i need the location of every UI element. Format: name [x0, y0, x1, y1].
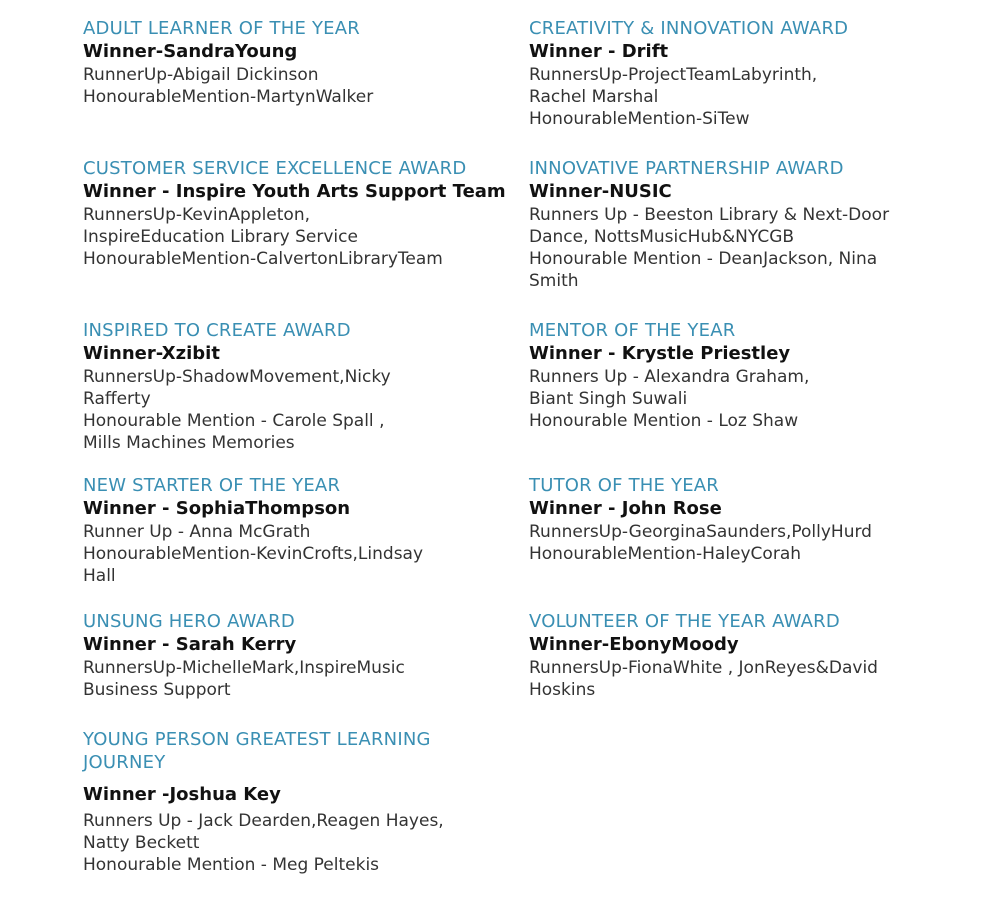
honourable-mention-text: HonourableMention-KevinCrofts,Lindsay [83, 544, 424, 564]
runner-up-text: Business Support [83, 680, 231, 700]
award-creativity-innovation [529, 17, 848, 130]
runner-up-text: InspireEducation Library Service [83, 227, 358, 247]
award-tutor [529, 474, 872, 565]
runner-up-text: RunnersUp-ShadowMovement,Nicky [83, 367, 391, 387]
honourable-mention-text: Honourable Mention - Carole Spall , [83, 411, 385, 431]
honourable-mention-text: Smith [529, 271, 579, 291]
honourable-mention-text: Honourable Mention - Meg Peltekis [83, 855, 380, 875]
honourable-mention-text: Mills Machines Memories [83, 433, 295, 453]
winner-text: Winner - Inspire Youth Arts Support Team [83, 181, 506, 202]
runner-up-text: Runner Up - Anna McGrath [83, 522, 311, 542]
award-title: YOUNG PERSON GREATEST LEARNING [83, 729, 431, 750]
award-young-person [83, 728, 444, 876]
runner-up-text: Runners Up - Jack Dearden,Reagen Hayes, [83, 811, 444, 831]
award-title: CUSTOMER SERVICE EXCELLENCE AWARD [83, 158, 467, 179]
runner-up-text: Biant Singh Suwali [529, 389, 688, 409]
runner-up-text: RunnersUp-MichelleMark,InspireMusic [83, 658, 405, 678]
honourable-mention-text: HonourableMention-SiTew [529, 109, 750, 129]
runner-up-text: Runners Up - Beeston Library & Next-Door [529, 205, 890, 225]
runner-up-text: RunnersUp-ProjectTeamLabyrinth, [529, 65, 818, 85]
award-customer-service [83, 157, 506, 270]
award-new-starter [83, 474, 423, 587]
runner-up-text: RunnersUp-GeorginaSaunders,PollyHurd [529, 522, 872, 542]
award-title: CREATIVITY & INNOVATION AWARD [529, 18, 849, 39]
award-title: JOURNEY [83, 752, 166, 773]
runner-up-text: RunnerUp-Abigail Dickinson [83, 65, 319, 85]
winner-text: Winner-EbonyMoody [529, 634, 739, 655]
honourable-mention-text: Honourable Mention - DeanJackson, Nina [529, 249, 878, 269]
award-title: MENTOR OF THE YEAR [529, 320, 736, 341]
award-title: INSPIRED TO CREATE AWARD [83, 320, 351, 341]
honourable-mention-text: HonourableMention-CalvertonLibraryTeam [83, 249, 443, 269]
honourable-mention-text: Honourable Mention - Loz Shaw [529, 411, 799, 431]
winner-text: Winner -Joshua Key [83, 784, 281, 805]
winner-text: Winner - SophiaThompson [83, 498, 351, 519]
winner-text: Winner-SandraYoung [83, 41, 298, 62]
winner-text: Winner - Sarah Kerry [83, 634, 297, 655]
award-title: VOLUNTEER OF THE YEAR AWARD [529, 611, 840, 632]
winner-text: Winner - John Rose [529, 498, 722, 519]
honourable-mention-text: HonourableMention-MartynWalker [83, 87, 374, 107]
runner-up-text: Hoskins [529, 680, 596, 700]
award-mentor [529, 319, 809, 432]
runner-up-text: RunnersUp-KevinAppleton, [83, 205, 311, 225]
award-volunteer [529, 610, 878, 701]
award-title: UNSUNG HERO AWARD [83, 611, 295, 632]
winner-text: Winner-NUSIC [529, 181, 672, 202]
winner-text: Winner - Drift [529, 41, 669, 62]
honourable-mention-text: Hall [83, 566, 116, 586]
winner-text: Winner - Krystle Priestley [529, 343, 791, 364]
award-title: INNOVATIVE PARTNERSHIP AWARD [529, 158, 844, 179]
runner-up-text: Rafferty [83, 389, 151, 409]
winner-text: Winner-Xzibit [83, 343, 220, 364]
runner-up-text: Natty Beckett [83, 833, 200, 853]
runner-up-text: Runners Up - Alexandra Graham, [529, 367, 810, 387]
award-inspired-to-create [83, 319, 391, 454]
award-adult-learner [83, 17, 373, 108]
award-innovative-partnership [529, 157, 889, 292]
award-title: ADULT LEARNER OF THE YEAR [83, 18, 360, 39]
award-title: TUTOR OF THE YEAR [529, 475, 720, 496]
honourable-mention-text: HonourableMention-HaleyCorah [529, 544, 802, 564]
award-unsung-hero [83, 610, 405, 701]
runner-up-text: Rachel Marshal [529, 87, 659, 107]
award-title: NEW STARTER OF THE YEAR [83, 475, 341, 496]
runner-up-text: Dance, NottsMusicHub&NYCGB [529, 227, 795, 247]
runner-up-text: RunnersUp-FionaWhite , JonReyes&David [529, 658, 878, 678]
